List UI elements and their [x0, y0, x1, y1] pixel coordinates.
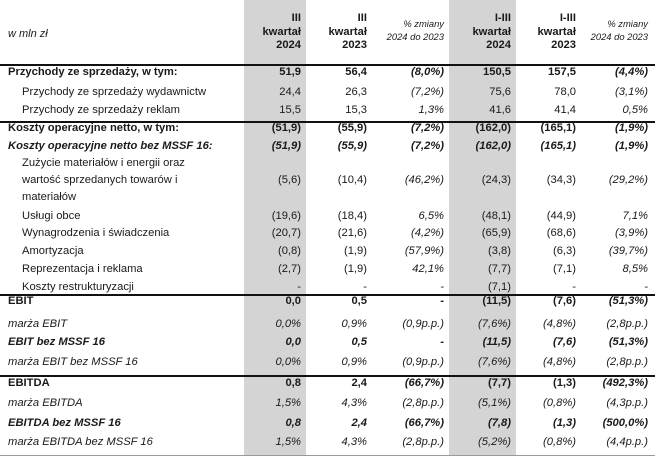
table-cell: - — [440, 281, 444, 293]
column-header-5 — [514, 12, 576, 53]
column-header-1 — [241, 12, 301, 53]
row-label: Usługi obce — [22, 210, 81, 222]
table-cell: (55,9) — [337, 122, 367, 134]
table-cell: 0,9% — [341, 318, 367, 330]
table-cell: - — [644, 281, 648, 293]
table-cell: 0,8 — [285, 417, 301, 429]
table-cell: (51,9) — [271, 122, 301, 134]
table-cell: 2,4 — [351, 417, 367, 429]
table-cell: (7,6) — [552, 336, 576, 348]
table-cell: (39,7%) — [608, 245, 648, 257]
table-cell: (11,5) — [482, 295, 511, 307]
table-cell: (55,9) — [337, 140, 367, 152]
column-header-line: III — [357, 12, 367, 24]
table-cell: 4,3% — [341, 397, 367, 409]
table-cell: 75,6 — [489, 86, 511, 98]
table-cell: (2,8p.p.) — [606, 356, 648, 368]
table-cell: (7,7) — [487, 377, 511, 389]
table-cell: 0,0% — [275, 356, 301, 368]
table-cell: (20,7) — [271, 227, 301, 239]
table-cell: (4,4p.p.) — [606, 436, 648, 448]
table-cell: (7,1) — [487, 281, 511, 293]
table-cell: (2,8p.p.) — [606, 318, 648, 330]
table-cell: (5,6) — [277, 174, 301, 186]
column-header-line: 2023 — [342, 39, 367, 51]
table-cell: (1,9) — [343, 263, 367, 275]
table-cell: 150,5 — [483, 66, 511, 78]
table-cell: (0,8%) — [543, 397, 576, 409]
table-cell: (68,6) — [546, 227, 576, 239]
table-cell: (165,1) — [540, 140, 576, 152]
table-cell: - — [572, 281, 576, 293]
table-cell: (1,9%) — [615, 122, 648, 134]
row-label: Przychody ze sprzedaży reklam — [22, 104, 180, 116]
table-cell: (7,8) — [487, 417, 511, 429]
table-cell: 0,5 — [351, 295, 367, 307]
table-cell: (2,8p.p.) — [402, 436, 444, 448]
table-cell: (2,8p.p.) — [402, 397, 444, 409]
row-label: marża EBIT — [8, 318, 68, 330]
table-cell: 2,4 — [351, 377, 367, 389]
row-label: Przychody ze sprzedaży, w tym: — [8, 66, 178, 78]
table-cell: (1,3) — [552, 377, 576, 389]
table-cell: (51,3%) — [608, 336, 648, 348]
column-header-line: kwartał — [537, 25, 576, 38]
table-cell: (7,6%) — [478, 318, 511, 330]
row-label: materiałów — [22, 191, 77, 203]
table-cell: (7,7) — [487, 263, 511, 275]
table-cell: (4,4%) — [615, 66, 648, 78]
table-cell: (7,2%) — [411, 86, 444, 98]
column-header-line: kwartał — [262, 25, 301, 38]
column-header-line: % zmiany — [403, 18, 444, 29]
table-cell: (66,7%) — [404, 377, 444, 389]
table-cell: (21,6) — [337, 227, 367, 239]
table-cell: 78,0 — [554, 86, 576, 98]
column-header-line: % zmiany — [607, 18, 648, 29]
row-label: Koszty operacyjne netto, w tym: — [8, 122, 179, 134]
row-label: wartość sprzedanych towarów i — [22, 174, 178, 186]
table-cell: 15,3 — [345, 104, 367, 116]
table-cell: 6,5% — [418, 210, 444, 222]
row-label: EBITDA bez MSSF 16 — [8, 417, 121, 429]
row-label: EBIT bez MSSF 16 — [8, 336, 105, 348]
table-cell: 0,0% — [275, 318, 301, 330]
row-label: marża EBITDA bez MSSF 16 — [8, 436, 153, 448]
row-label: Koszty restrukturyzacji — [22, 281, 134, 293]
table-cell: 42,1% — [412, 263, 444, 275]
table-cell: 0,9% — [341, 356, 367, 368]
table-cell: (0,9p.p.) — [402, 356, 444, 368]
table-cell: (29,2%) — [608, 174, 648, 186]
column-header-line: III — [291, 12, 301, 24]
unit-label: w mln zł — [8, 28, 48, 40]
column-header-3 — [370, 18, 444, 43]
column-header-line: 2024 do 2023 — [386, 30, 444, 42]
table-cell: 51,9 — [279, 66, 301, 78]
row-label: EBIT — [8, 295, 34, 307]
table-cell: (51,9) — [271, 140, 301, 152]
table-cell: (162,0) — [475, 122, 511, 134]
table-cell: (19,6) — [271, 210, 301, 222]
table-cell: (1,3) — [552, 417, 576, 429]
table-cell: (7,1) — [552, 263, 576, 275]
table-cell: (51,3%) — [608, 295, 648, 307]
table-cell: (500,0%) — [602, 417, 648, 429]
table-cell: (46,2%) — [404, 174, 444, 186]
table-cell: 0,0 — [285, 336, 301, 348]
table-cell: (24,3) — [481, 174, 511, 186]
table-cell: (18,4) — [337, 210, 367, 222]
table-cell: 157,5 — [548, 66, 576, 78]
table-cell: (0,8%) — [543, 436, 576, 448]
table-cell: (7,2%) — [411, 122, 444, 134]
table-cell: (4,8%) — [543, 318, 576, 330]
table-cell: (4,8%) — [543, 356, 576, 368]
row-label: Wynagrodzenia i świadczenia — [22, 227, 170, 239]
column-header-line: 2024 — [486, 39, 511, 51]
table-cell: 15,5 — [279, 104, 301, 116]
table-cell: (11,5) — [482, 336, 511, 348]
column-header-2 — [305, 12, 367, 53]
table-cell: 8,5% — [622, 263, 648, 275]
table-cell: (5,2%) — [478, 436, 511, 448]
table-cell: 41,6 — [489, 104, 511, 116]
table-cell: (2,7) — [277, 263, 301, 275]
table-cell: 7,1% — [622, 210, 648, 222]
table-cell: (4,3p.p.) — [606, 397, 648, 409]
table-cell: (48,1) — [481, 210, 511, 222]
table-cell: - — [363, 281, 367, 293]
table-cell: 26,3 — [345, 86, 367, 98]
column-header-line: I-III — [494, 12, 511, 24]
table-cell: - — [440, 295, 444, 307]
table-cell: (3,9%) — [615, 227, 648, 239]
row-label: Reprezentacja i reklama — [22, 263, 143, 275]
row-label: Koszty operacyjne netto bez MSSF 16: — [8, 140, 213, 152]
table-cell: - — [297, 281, 301, 293]
row-label: marża EBIT bez MSSF 16 — [8, 356, 138, 368]
table-cell: (1,9) — [343, 245, 367, 257]
table-cell: (6,3) — [552, 245, 576, 257]
table-cell: (66,7%) — [404, 417, 444, 429]
column-header-line: 2023 — [551, 39, 576, 51]
row-label: Przychody ze sprzedaży wydawnictw — [22, 86, 207, 98]
column-header-6 — [578, 18, 648, 43]
table-cell: (3,8) — [487, 245, 511, 257]
row-label: EBITDA — [8, 377, 50, 389]
column-header-4 — [449, 12, 511, 53]
table-cell: (34,3) — [546, 174, 576, 186]
table-cell: (7,6%) — [478, 356, 511, 368]
column-header-line: 2024 — [276, 39, 301, 51]
table-cell: (0,9p.p.) — [402, 318, 444, 330]
column-header-line: kwartał — [472, 25, 511, 38]
table-cell: (165,1) — [540, 122, 576, 134]
table-cell: 4,3% — [341, 436, 367, 448]
table-cell: - — [440, 336, 444, 348]
row-label: Amortyzacja — [22, 245, 84, 257]
column-header-line: I-III — [559, 12, 576, 24]
table-cell: (65,9) — [481, 227, 511, 239]
table-cell: (5,1%) — [478, 397, 511, 409]
column-header-line: 2024 do 2023 — [590, 30, 648, 42]
table-cell: 41,4 — [554, 104, 576, 116]
table-cell: 24,4 — [279, 86, 301, 98]
table-cell: 56,4 — [345, 66, 367, 78]
table-cell: (162,0) — [475, 140, 511, 152]
table-cell: (7,2%) — [411, 140, 444, 152]
column-header-line: kwartał — [328, 25, 367, 38]
table-cell: 1,5% — [275, 436, 301, 448]
table-cell: (8,0%) — [411, 66, 444, 78]
table-cell: 0,5 — [351, 336, 367, 348]
table-cell: (0,8) — [277, 245, 301, 257]
table-cell: 1,5% — [275, 397, 301, 409]
table-cell: 1,3% — [418, 104, 444, 116]
table-cell: (492,3%) — [602, 377, 648, 389]
table-cell: (44,9) — [546, 210, 576, 222]
table-cell: (4,2%) — [411, 227, 444, 239]
row-label: Zużycie materiałów i energii oraz — [22, 157, 185, 169]
row-label: marża EBITDA — [8, 397, 83, 409]
table-cell: (57,9%) — [404, 245, 444, 257]
table-cell: (3,1%) — [615, 86, 648, 98]
table-cell: (1,9%) — [615, 140, 648, 152]
table-cell: (7,6) — [552, 295, 576, 307]
table-cell: 0,8 — [285, 377, 301, 389]
table-cell: (10,4) — [337, 174, 367, 186]
table-cell: 0,0 — [285, 295, 301, 307]
table-cell: 0,5% — [622, 104, 648, 116]
